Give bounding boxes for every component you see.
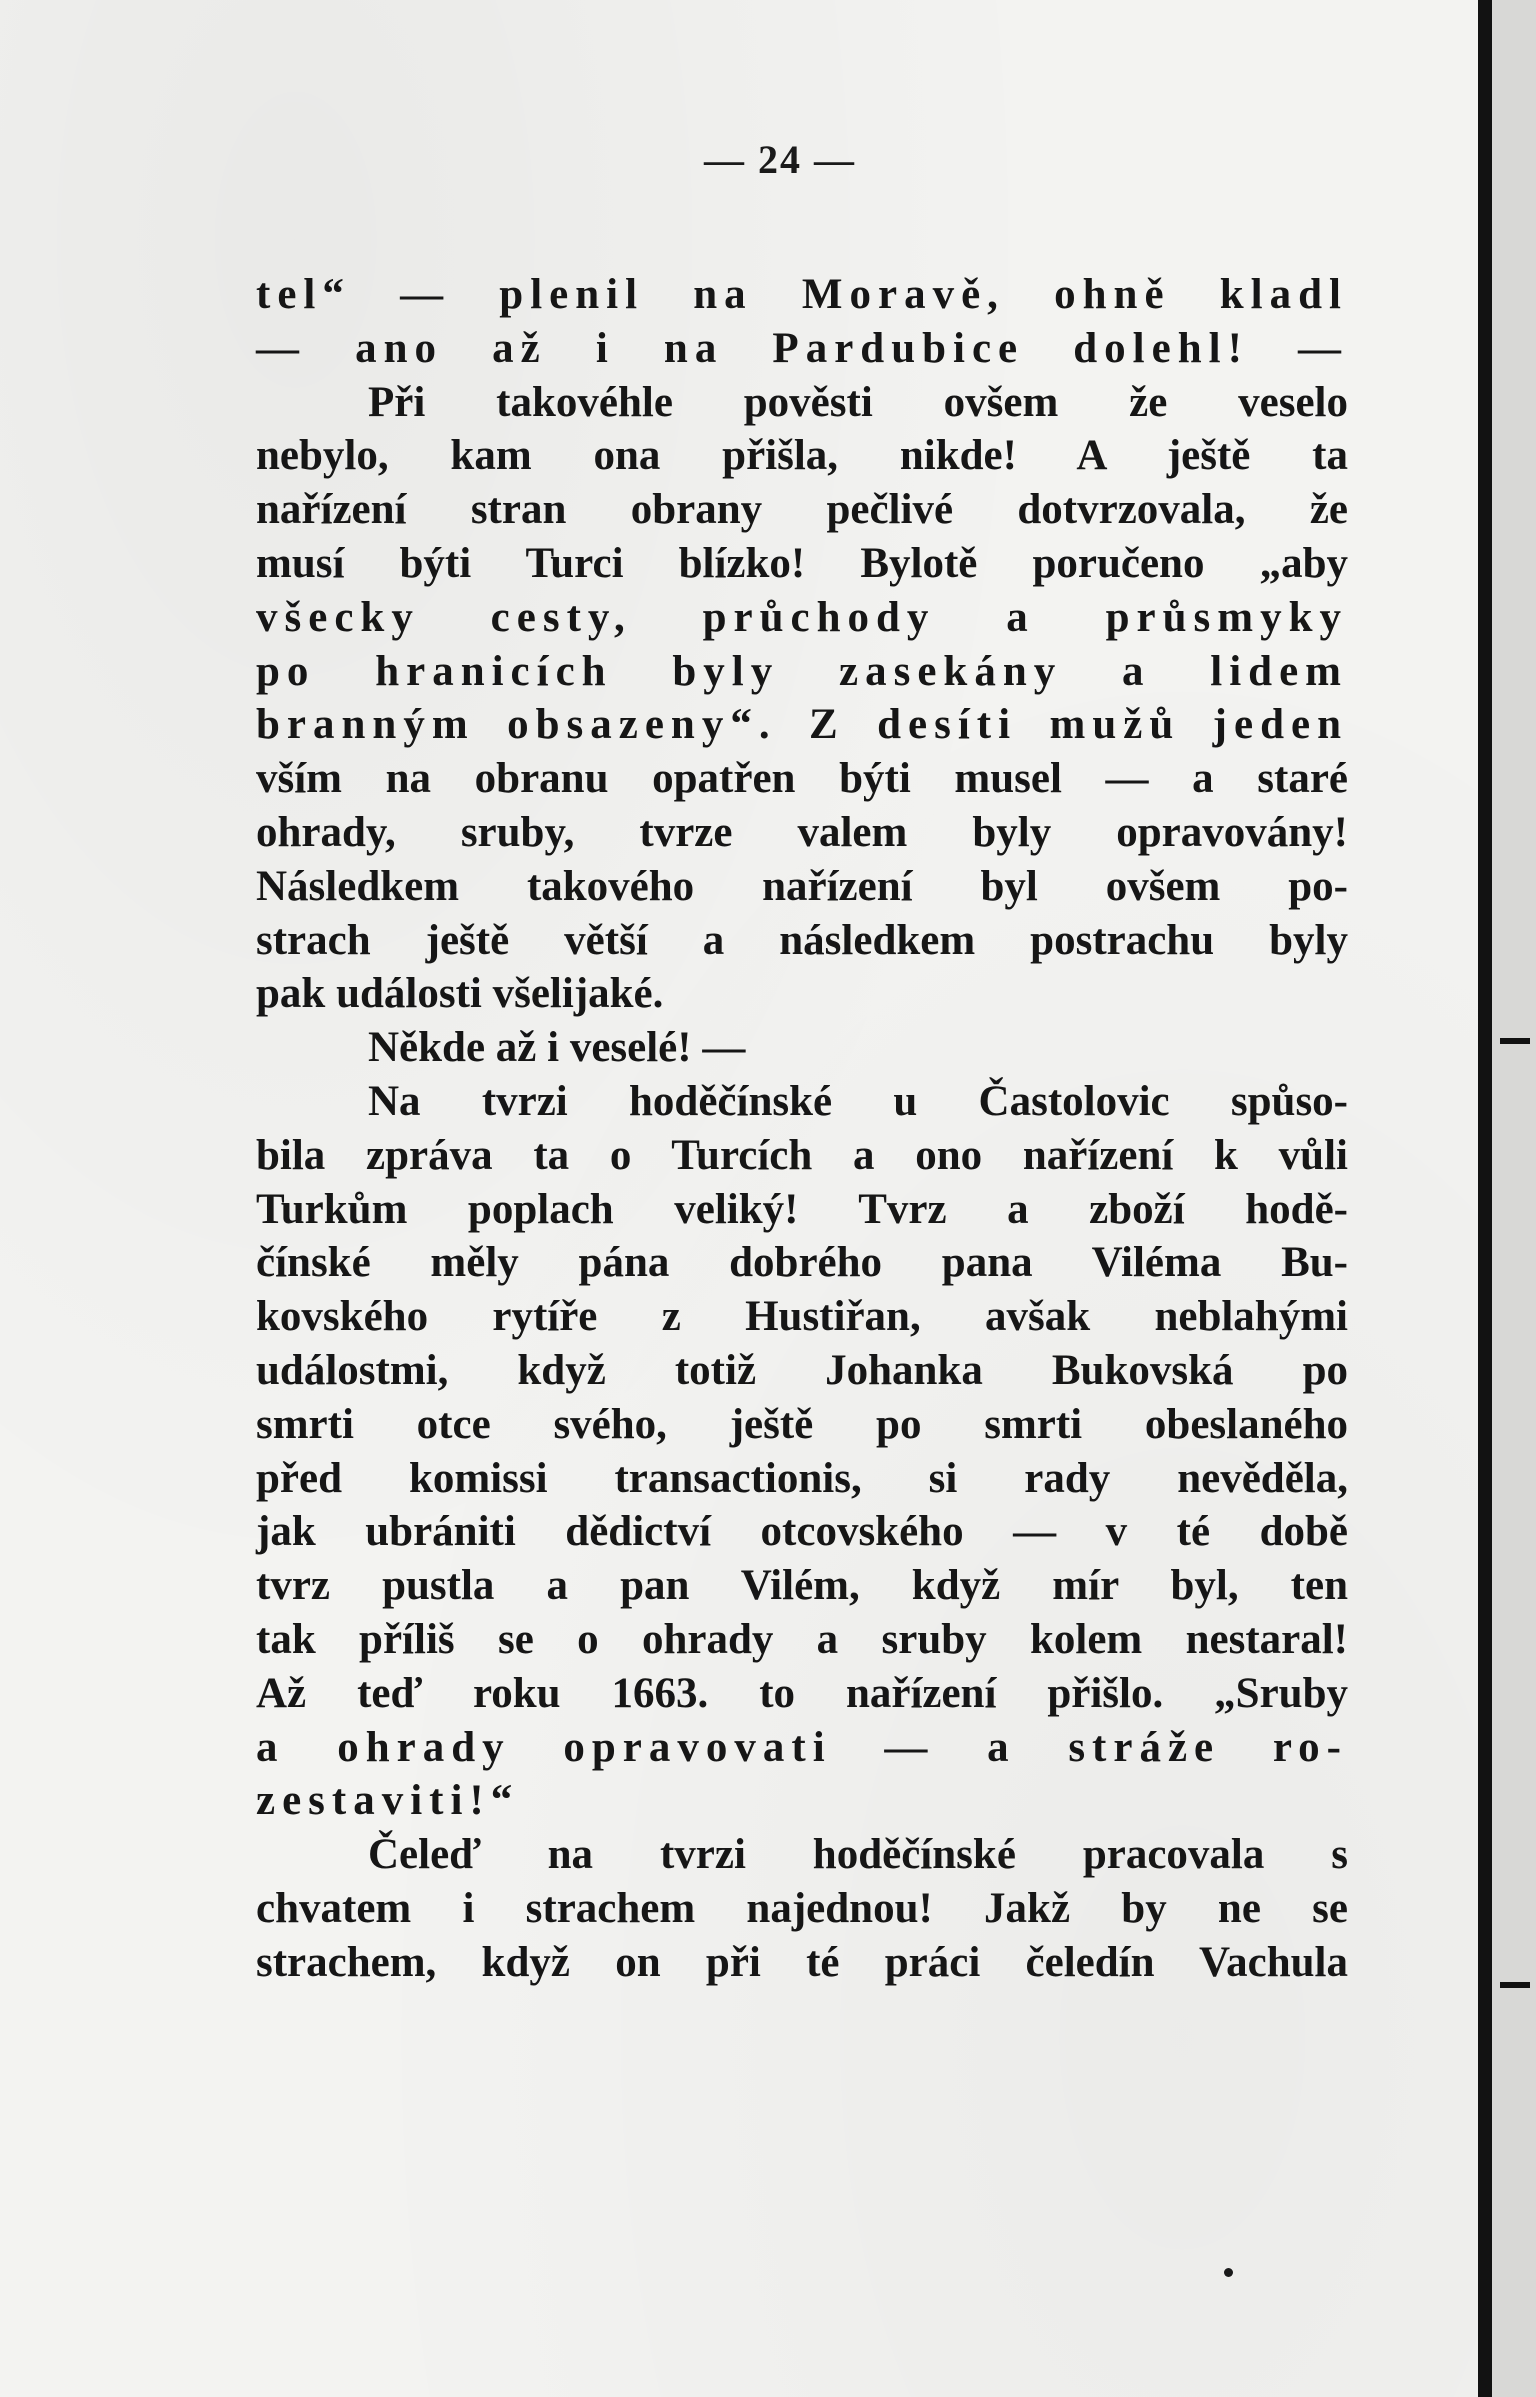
ink-speck bbox=[1224, 2268, 1233, 2277]
text-line: musí býti Turci blízko! Bylotě poručeno „aby bbox=[256, 539, 1348, 587]
text-line: Až teď roku 1663. to nařízení přišlo. „Sruby bbox=[256, 1669, 1348, 1717]
text-line: Při takovéhle pověsti ovšem že veselo bbox=[368, 378, 1348, 426]
text-line: Na tvrzi hoděčínské u Častolovic spůso- bbox=[368, 1077, 1348, 1125]
edge-tick-mark bbox=[1500, 1038, 1530, 1044]
text-line: pak události všelijaké. bbox=[256, 970, 664, 1018]
text-line: nebylo, kam ona přišla, nikde! A ještě ta bbox=[256, 432, 1348, 480]
text-line: Čeleď na tvrzi hoděčínské pracovala s bbox=[368, 1831, 1348, 1879]
text-line: nařízení stran obrany pečlivé dotvrzovala, že bbox=[256, 486, 1348, 534]
text-line: před komissi transactionis, si rady nevěděla, bbox=[256, 1454, 1348, 1502]
text-line: vším na obranu opatřen býti musel — a staré bbox=[256, 755, 1348, 803]
text-line: událostmi, když totiž Johanka Bukovská po bbox=[256, 1346, 1348, 1394]
text-line: všecky cesty, průchody a průsmyky bbox=[256, 593, 1348, 641]
text-line: Následkem takového nařízení byl ovšem po- bbox=[256, 862, 1348, 910]
text-line: zestaviti!“ bbox=[256, 1777, 520, 1825]
text-line: tak příliš se o ohrady a sruby kolem nestaral! bbox=[256, 1615, 1348, 1663]
text-line: — ano až i na Pardubice dolehl! — bbox=[256, 324, 1348, 372]
text-line: kovského rytíře z Hustiřan, avšak neblahými bbox=[256, 1293, 1348, 1341]
text-line: smrti otce svého, ještě po smrti obeslaného bbox=[256, 1400, 1348, 1448]
text-line: jak ubrániti dědictví otcovského — v té době bbox=[256, 1508, 1348, 1556]
text-line: Někde až i veselé! — bbox=[368, 1024, 746, 1072]
text-line: bila zpráva ta o Turcích a ono nařízení k vůli bbox=[256, 1131, 1348, 1179]
text-line: po hranicích byly zasekány a lidem bbox=[256, 647, 1348, 695]
text-line: tvrz pustla a pan Vilém, když mír byl, ten bbox=[256, 1562, 1348, 1610]
text-line: branným obsazeny“. Z desíti mužů jeden bbox=[256, 701, 1348, 749]
edge-tick-mark bbox=[1500, 1982, 1530, 1988]
text-line: tel“ — plenil na Moravě, ohně kladl bbox=[256, 271, 1348, 318]
text-line: Turkům poplach veliký! Tvrz a zboží hodě- bbox=[256, 1185, 1348, 1233]
page-body-text bbox=[256, 268, 1348, 1990]
text-line: čínské měly pána dobrého pana Viléma Bu- bbox=[256, 1239, 1348, 1287]
text-line: ohrady, sruby, tvrze valem byly opravovány! bbox=[256, 808, 1348, 856]
page-edge bbox=[1492, 0, 1536, 2397]
text-line: chvatem i strachem najednou! Jakž by ne se bbox=[256, 1884, 1348, 1932]
page-number: — 24 — bbox=[704, 137, 856, 182]
text-line: a ohrady opravovati — a stráže ro- bbox=[256, 1723, 1348, 1771]
text-line: strachem, když on při té práci čeledín Vachula bbox=[256, 1938, 1348, 1986]
text-line: strach ještě větší a následkem postrachu byly bbox=[256, 916, 1348, 964]
page-gutter bbox=[1478, 0, 1492, 2397]
